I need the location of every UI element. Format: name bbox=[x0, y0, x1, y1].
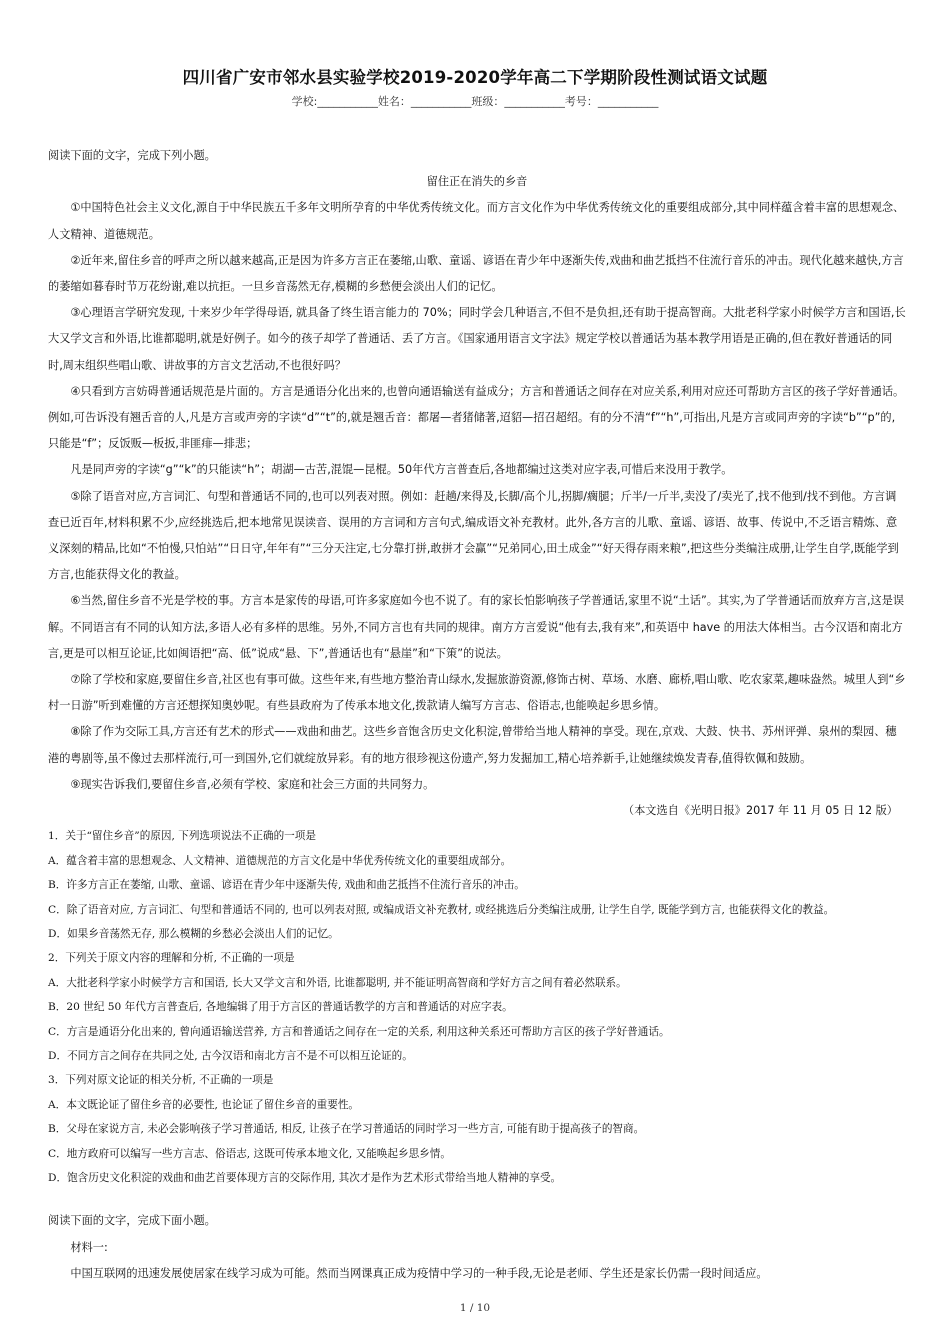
question-option: A．蕴含着丰富的思想观念、人文精神、道德规范的方言文化是中华优秀传统文化的重要组成部分。 bbox=[48, 854, 512, 867]
reading-instruction: 阅读下面的文字，完成下列小题。 bbox=[48, 149, 216, 162]
article-paragraph: ⑥当然,留住乡音不光是学校的事。方言本是家传的母语,可许多家庭如今也不说了。有的家长怕影响孩子学普通话,家里不说“土话”。其实,为了学普通话而放弃方言,这是误解。不同语言有不同的认知方法,多语人必有多样的思维。另外,不同方言也有共同的规律。南方方言爱说“他有去,我有来”,和英语中 have 的用法大体相当。古今汉语和南北方言,更是可以相互论证,比如闽语把“高、低”说成“悬、下”,普通话也有“悬崖”和“下策”的说法。 bbox=[48, 594, 905, 660]
question-option: B．父母在家说方言, 未必会影响孩子学习普通话, 相反, 让孩子在学习普通话的同时学习一些方言, 可能有助于提高孩子的智商。 bbox=[48, 1123, 645, 1136]
article-paragraph: ③心理语言学研究发现, 十来岁少年学得母语, 就具备了终生语言能力的 70%；同时学会几种语言,不但不是负担,还有助于提高智商。大批老科学家小时候学方言和国语,长大又学文言和外语,比谁都聪明,就是好例子。如今的孩子却学了普通话、丢了方言。《国家通用语言文字法》规定学校以普通话为基本教学用语是正确的,但在教好普通话的同时,周末组织些唱山歌、讲故事的方言文艺活动,不也很好吗？ bbox=[48, 306, 906, 372]
exam-title: 四川省广安市邻水县实验学校2019-2020学年高二下学期阶段性测试语文试题 bbox=[182, 68, 768, 87]
reading-instruction-2: 阅读下面的文字，完成下面小题。 bbox=[48, 1214, 216, 1228]
article-paragraph: ⑧除了作为交际工具,方言还有艺术的形式——戏曲和曲艺。这些乡音饱含历史文化积淀,曾带给当地人精神的享受。现在,京戏、大鼓、快书、苏州评弹、泉州的梨园、穗港的粤剧等,虽不像过去那样流行,可一到国外,它们就绽放异彩。有的地方很珍视这份遗产,努力发掘加工,精心培养新手,让她继续焕发青春,值得钦佩和鼓励。 bbox=[48, 725, 897, 765]
document-body bbox=[48, 143, 906, 1287]
section-gap bbox=[48, 1190, 906, 1208]
question-option: A．本文既论证了留住乡音的必要性, 也论证了留住乡音的重要性。 bbox=[48, 1098, 360, 1111]
question-option: B．许多方言正在萎缩, 山歌、童谣、谚语在青少年中逐渐失传, 戏曲和曲艺抵挡不住流行音乐的冲击。 bbox=[48, 879, 525, 892]
article-paragraph: ⑤除了语音对应,方言词汇、句型和普通话不同的,也可以列表对照。例如：赶趟/来得及,长脚/高个儿,拐脚/瘸腿；斤半/一斤半,卖没了/卖光了,找不他到/找不到他。方言调查已近百年,材料积累不少,应经挑选后,把本地常见误读音、误用的方言词和方言句式,编成语文补充教材。此外,各方言的儿歌、童谣、谚语、故事、传说中,不乏语言精炼、意义深刻的精品,比如“不怕慢,只怕站”“日日守,年年有”“三分天注定,七分靠打拼,敢拼才会赢”“兄弟同心,田土成金”“好天得存雨来粮”,把这些分类编注成册,让学生自学,既能学到方言,也能获得文化的教益。 bbox=[48, 489, 899, 582]
article-paragraph: ②近年来,留住乡音的呼声之所以越来越高,正是因为许多方言正在萎缩,山歌、童谣、谚语在青少年中逐渐失传,戏曲和曲艺抵挡不住流行音乐的冲击。现代化越来越快,方言的萎缩如暮春时节万花纷谢,难以抗拒。一旦乡音荡然无存,模糊的乡愁便会淡出人们的记忆。 bbox=[48, 253, 904, 294]
article-title: 留住正在消失的乡音 bbox=[426, 175, 528, 189]
article-paragraph: 凡是同声旁的字读“g”“k”的只能读“h”；胡湖—古苦,混馄—昆棍。50年代方言普查后,各地都编过这类对应字表,可惜后来没用于教学。 bbox=[70, 463, 733, 477]
article-paragraph: ⑦除了学校和家庭,要留住乡音,社区也有事可做。这些年来,有些地方整治青山绿水,发掘旅游资源,修饰古树、草场、水磨、廊桥,唱山歌、吃农家菜,趣味盎然。城里人到“乡村一日游”听到难懂的方言还想探知奥妙呢。有些县政府为了传承本地文化,拨款请人编写方言志、俗语志,也能唤起乡思乡情。 bbox=[48, 673, 906, 713]
material-label: 材料一: bbox=[70, 1240, 108, 1254]
material-paragraph: 中国互联网的迅速发展使居家在线学习成为可能。然而当网课真正成为疫情中学习的一种手段,无论是老师、学生还是家长仍需一段时间适应。 bbox=[70, 1266, 768, 1280]
question-stem: 2．下列关于原文内容的理解和分析, 不正确的一项是 bbox=[48, 952, 295, 965]
article-paragraph: ④只看到方言妨碍普通话规范是片面的。方言是通语分化出来的,也曾向通语输送有益成分；方言和普通话之间存在对应关系,利用对应还可帮助方言区的孩子学好普通话。例如,可告诉没有翘舌音的人,凡是方言或声旁的字读“d”“t”的,就是翘舌音：都屠—者猪储著,迢貂—招召超绍。有的分不清“f”“h”,可指出,凡是方言或同声旁的字读“b”“p”的,只能是“f”；反饭贩—板扳,非匪痱—排悲； bbox=[48, 384, 905, 451]
question-option: D．不同方言之间存在共同之处, 古今汉语和南北方言不是不可以相互论证的。 bbox=[48, 1049, 413, 1062]
question-option: B．20 世纪 50 年代方言普查后, 各地编辑了用于方言区的普通话教学的方言和普通话的对应字表。 bbox=[48, 1001, 513, 1014]
question-option: A．大批老科学家小时候学方言和国语, 长大又学文言和外语, 比谁都聪明, 并不能证明高智商和学好方言之间有着必然联系。 bbox=[48, 976, 627, 989]
question-stem: 3．下列对原文论证的相关分析, 不正确的一项是 bbox=[48, 1074, 274, 1087]
question-option: C．地方政府可以编写一些方言志、俗语志, 这既可传承本地文化, 又能唤起乡思乡情。 bbox=[48, 1147, 451, 1160]
student-info-line: 学校:___________姓名：___________班级：___________考号：___________ bbox=[291, 95, 659, 108]
question-option: C．方言是通语分化出来的, 曾向通语输送营养, 方言和普通话之间存在一定的关系, 利用这种关系还可帮助方言区的孩子学好普通话。 bbox=[48, 1025, 670, 1038]
page-number: 1 / 10 bbox=[459, 1302, 491, 1314]
question-option: D．如果乡音荡然无存, 那么模糊的乡愁必会淡出人们的记忆。 bbox=[48, 927, 339, 940]
question-option: D．饱含历史文化积淀的戏曲和曲艺首要体现方言的交际作用, 其次才是作为艺术形式带给当地人精神的享受。 bbox=[48, 1171, 562, 1184]
article-source: （本文选自《光明日报》2017 年 11 月 05 日 12 版） bbox=[622, 804, 898, 818]
article-paragraph: ⑨现实告诉我们,要留住乡音,必须有学校、家庭和社会三方面的共同努力。 bbox=[70, 777, 435, 791]
question-block bbox=[48, 824, 906, 1190]
question-option: C．除了语音对应, 方言词汇、句型和普通话不同的, 也可以列表对照, 或编成语文补充教材, 或经挑选后分类编注成册, 让学生自学, 既能学到方言, 也能获得文化的教益。 bbox=[48, 903, 835, 916]
article-paragraph: ①中国特色社会主义文化,源自于中华民族五千多年文明所孕育的中华优秀传统文化。而方言文化作为中华优秀传统文化的重要组成部分,其中同样蕴含着丰富的思想观念、人文精神、道德规范。 bbox=[48, 201, 905, 241]
question-stem: 1．关于“留住乡音”的原因, 下列选项说法不正确的一项是 bbox=[48, 830, 316, 843]
